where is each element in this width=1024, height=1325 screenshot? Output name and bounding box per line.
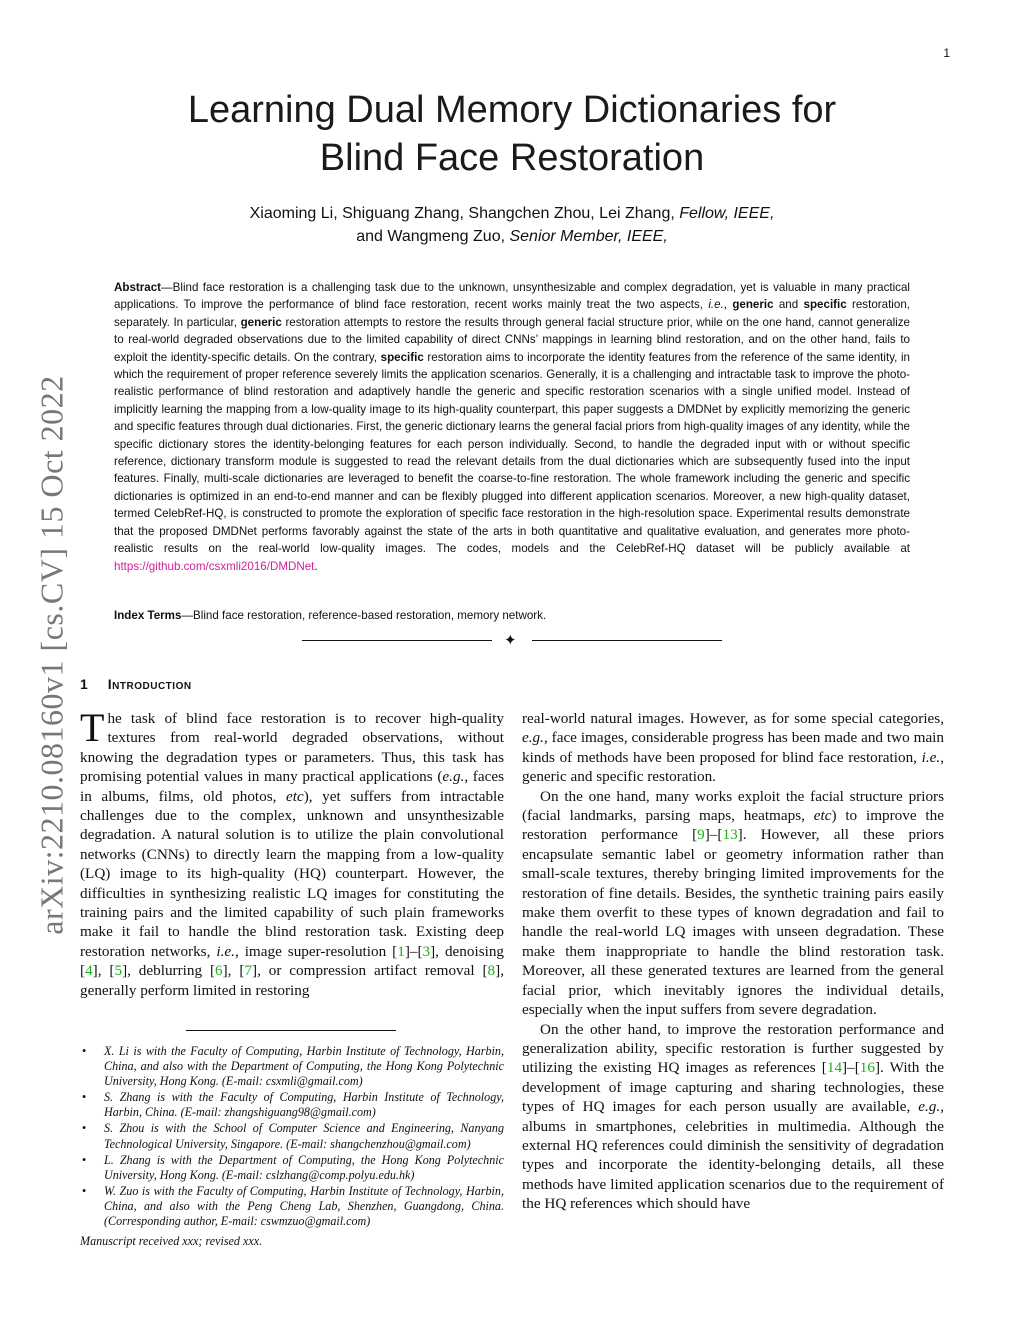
abstract-ie: i.e. xyxy=(708,298,724,312)
abstract-generic: generic xyxy=(240,315,282,329)
authors-line-1 xyxy=(120,202,904,225)
paragraph: The task of blind face restoration is to recover high-quality textures from real-world degraded observations, without knowing the degradation types or parameters. Thus, this task has promising potential values in many practical applications (e.g., faces in albums, films, old photos, etc), yet suffers from intractable challenges due to the complex, unknown and unsynthesizable degradation. A natural solution is to utilize the plain convolutional networks (CNNs) to directly learn the mapping from a low-quality (LQ) image to its high-quality (HQ) counterpart. However, the difficulties in synthesizing realistic LQ images for constituting the training pairs and the limited capability of such plain frameworks make it fail to handle the blind restoration task. Existing deep restoration networks, i.e., image super-resolution [1]–[3], denoising [4], [5], deblurring [6], [7], or compression artifact removal [8], generally perform limited in restoring xyxy=(80,705,505,999)
citation-link[interactable]: 6 xyxy=(215,962,223,980)
index-terms-label: Index Terms xyxy=(114,609,182,622)
abstract-text: restoration aims to incorporate the identity features from the reference of the same identity, in which the requirement of proper reference severely limits the application scenarios. Generally, it is a challenging and intractable task to improve the photo-realistic performance of blind restoration and adaptively handle the generic and specific restoration scenarios with a single unified model. Instead of implicitly learning the mapping from a low-quality image to its high-quality counterpart, this paper suggests a DMDNet by explicitly memorizing the generic and specific features through dual dictionaries. First, the generic dictionary learns the general facial priors from high-quality images of any identity, while the specific dictionary stores the identity-belonging features for each person individually. Second, to handle the degraded input with or without specific reference, dictionary transform module is suggested to read the relevant details from the dual dictionaries which are subsequently fused into the input features. Finally, multi-scale dictionaries are leveraged to benefit the coarse-to-fine restoration. The whole framework including the generic and specific dictionaries is optimized in an end-to-end manner and can be flexibly plugged into different application scenarios. Moreover, a new high-quality dataset, termed CelebRef-HQ, is constructed to promote the exploration of specific face restoration in the high-resolution space. Experimental results demonstrate that the proposed DMDNet performs favorably against the state of the arts in both quantitative and qualitative evaluation, and generates more photo-realistic results on the real-world low-quality images. The codes, models and the CelebRef-HQ dataset will be publicly available at xyxy=(114,350,910,556)
authors-role-1: Fellow, IEEE, xyxy=(679,205,775,222)
title-line-1: Learning Dual Memory Dictionaries for xyxy=(187,89,837,131)
citation-link[interactable]: 9 xyxy=(697,826,705,844)
citation-link[interactable]: 7 xyxy=(244,962,253,980)
footnote-item: • S. Zhang is with the Faculty of Computing, Harbin Institute of Technology, Harbin, China. (E-mail: zhangshiguang98@gmail.com) xyxy=(82,1090,504,1120)
citation-link[interactable]: 14 xyxy=(826,1059,843,1077)
citation-link[interactable]: 16 xyxy=(859,1059,875,1077)
code-link[interactable]: https://github.com/csxmli2016/DMDNet xyxy=(114,559,315,573)
citation-link[interactable]: 3 xyxy=(422,942,431,960)
abstract-specific: specific xyxy=(803,298,847,312)
separator-line-right xyxy=(532,640,722,641)
abstract-text: , xyxy=(723,298,733,312)
abstract-text: . xyxy=(314,559,318,573)
footnotes xyxy=(80,1044,504,1230)
citation-link[interactable]: 13 xyxy=(722,826,738,844)
footnote-item: • S. Zhou is with the School of Computer Science and Engineering, Nanyang Technological University, Singapore. (E-mail: shangchenzhou@gmail.com) xyxy=(82,1121,504,1151)
abstract-specific: specific xyxy=(380,350,424,364)
separator-star-icon: ✦ xyxy=(504,633,517,649)
footnote-rule xyxy=(186,1030,396,1031)
title-line-2: Blind Face Restoration xyxy=(319,137,705,179)
abstract xyxy=(114,279,910,575)
paragraph: real-world natural images. However, as for some special categories, e.g., face images, considerable progress has been made and two main kinds of methods have been proposed for blind face restoration, i.e., generic and specific restoration. xyxy=(522,710,944,786)
section-number: 1 xyxy=(80,676,88,692)
footnote-item: • X. Li is with the Faculty of Computing, Harbin Institute of Technology, Harbin, China, and also with the Department of Computing, the Hong Kong Polytechnic University, Hong Kong. (E-mail: csxmli@gmail.com) xyxy=(82,1044,504,1089)
paper-title xyxy=(120,86,904,182)
footnote-item: • W. Zuo is with the Faculty of Computing, Harbin Institute of Technology, Harbin, China, and also with the Peng Cheng Lab, Shenzhen, Guangdong, China. (Corresponding author, E-mail: cswmzuo@gmail.com) xyxy=(82,1183,504,1229)
footnote-item: • L. Zhang is with the Department of Computing, the Hong Kong Polytechnic University, Hong Kong. (E-mail: cslzhang@comp.polyu.edu.hk) xyxy=(82,1152,504,1182)
bullet-icon: • xyxy=(82,1152,87,1167)
index-terms xyxy=(114,607,910,624)
separator-line-left xyxy=(302,640,492,641)
authors-role-2: Senior Member, IEEE, xyxy=(509,228,668,245)
manuscript-note: Manuscript received xxx; revised xxx. xyxy=(80,1234,263,1248)
abstract-text: and xyxy=(773,298,804,312)
citation-link[interactable]: 8 xyxy=(487,962,496,980)
abstract-text: —Blind face restoration is a challenging task due to the unknown, unsynthesizable and complex degradation, yet is valuable in many practical applications. To improve the performance of blind face restoration, recent works mainly treat the two aspects, xyxy=(114,281,910,312)
bullet-icon: • xyxy=(82,1183,87,1198)
abstract-generic: generic xyxy=(732,298,774,312)
authors-line-2 xyxy=(120,225,904,248)
section-separator xyxy=(0,632,1024,648)
left-column xyxy=(80,705,505,1000)
abstract-text: restoration attempts to restore the results through general facial structure prior, while on the one hand, cannot generalize to real-world degraded observations due to the limited capability of direct CNNs’ mappings in learning blind restoration, and on the other hand, fails to exploit the identity-specific details. On the contrary, xyxy=(114,315,910,364)
section-title: Introduction xyxy=(107,676,192,692)
bullet-icon: • xyxy=(82,1044,87,1058)
section-heading xyxy=(80,676,192,692)
paragraph: On the other hand, to improve the restoration performance and generalization ability, specific restoration is further suggested by utilizing the existing HQ images as references [14]–[16]. With the development of image capturing and sharing technologies, these types of HQ images for each person usually are available, e.g., albums in smartphones, celebrities in multimedia. Although the external HQ references could diminish the sensitivity of degradation types and incorporate the identity-belonging details, all these methods have limited application scenarios due to the requirement of the HQ references which should have xyxy=(522,1020,944,1213)
page-number: 1 xyxy=(943,46,950,60)
bullet-icon: • xyxy=(82,1090,87,1105)
arxiv-stamp: arXiv:2210.08160v1 [cs.CV] 15 Oct 2022 xyxy=(33,375,70,935)
citation-link[interactable]: 1 xyxy=(397,942,405,960)
citation-link[interactable]: 4 xyxy=(85,962,93,980)
authors-names-1: Xiaoming Li, Shiguang Zhang, Shangchen Zhou, Lei Zhang, xyxy=(249,205,680,222)
authors xyxy=(120,202,904,248)
paragraph: On the one hand, many works exploit the facial structure priors (facial landmarks, parsing maps, heatmaps, etc) to improve the restoration performance [9]–[13]. However, all these priors encapsulate semantic label or geometry information rather than small-scale textures, thereby bringing limited improvements for the restoration of fine details. Besides, the synthetic training pairs easily make them overfit to these types of known degradation and fail to handle the real-world LQ images with unseen degradation. These make them inappropriate to handle the blind restoration task. Moreover, all these generated textures are learned from the general facial prior, which inevitably ignores the individual details, especially when the input suffers from severe degradation. xyxy=(522,787,944,1019)
drop-cap: T xyxy=(80,705,105,750)
right-column xyxy=(522,709,944,1214)
index-terms-text: —Blind face restoration, reference-based restoration, memory network. xyxy=(181,609,547,622)
authors-names-2: and Wangmeng Zuo, xyxy=(356,228,510,245)
bullet-icon: • xyxy=(82,1121,87,1136)
citation-link[interactable]: 5 xyxy=(114,962,123,980)
abstract-label: Abstract xyxy=(114,281,162,294)
abstract-text: restoration, separately. In particular, xyxy=(114,298,910,329)
